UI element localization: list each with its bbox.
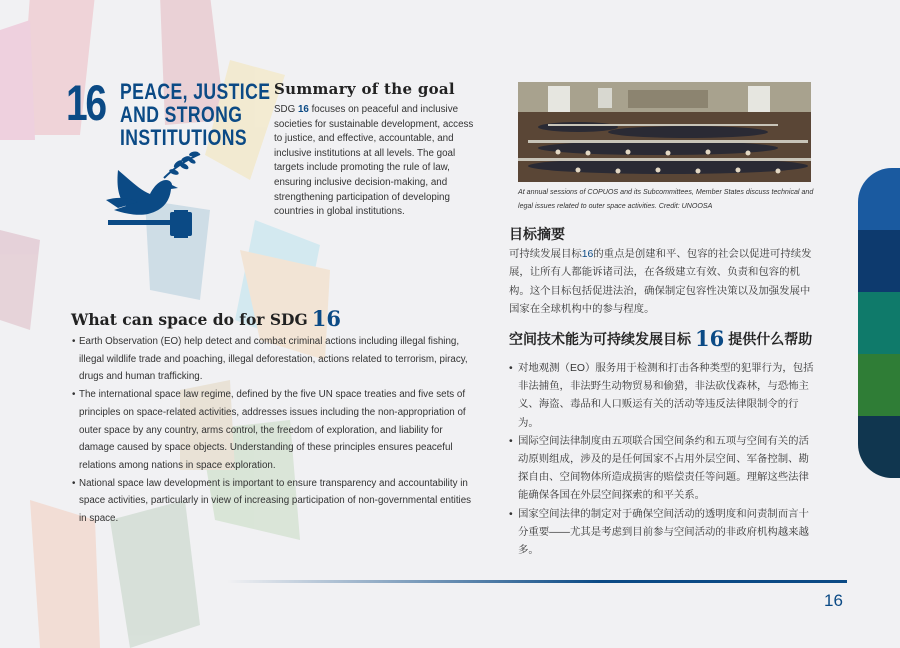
cn-space-list (509, 360, 814, 560)
cn-space-title (509, 326, 812, 351)
dove-gavel-icon (104, 150, 214, 240)
cn-summary-title: 目标摘要 (509, 226, 565, 242)
list-item: • 国家空间法律的制定对于确保空间活动的透明度和问责制而言十分重要——尤其是考虑到目前参与空间活动的非政府机构越来越多。 (509, 506, 814, 561)
cn-summary-goal-number: 16 (581, 249, 594, 260)
cn-space-title-post: 提供什么帮助 (728, 331, 813, 347)
summary-goal-number: 16 (297, 104, 309, 115)
summary-title: Summary of the goal (274, 80, 455, 98)
en-space-title (71, 306, 341, 331)
goal-name-line: AND STRONG (120, 102, 243, 127)
photo-caption: At annual sessions of COPUOS and its Subcommittees, Member States discuss technical and legal issues related to outer space activities. Credit: UNOOSA (518, 188, 814, 210)
goal-name-line: INSTITUTIONS (120, 125, 248, 150)
cn-summary-text: 的重点是创建和平、包容的社会以促进可持续发展，让所有人都能诉诸司法，在各级建立有效、负责和包容的机构。这个目标包括促进法治，确保制定包容性决策以及加强发展中国家在全球机构中的参与程度。 (509, 249, 812, 316)
goal-name-line: PEACE, JUSTICE (120, 79, 271, 104)
goal-number: 16 (66, 75, 105, 131)
conference-photo (518, 82, 811, 182)
list-item: • Earth Observation (EO) help detect and combat criminal actions including illegal fishing, illegal wildlife trade and poaching, illegal deforestation, actions related to terrorism, piracy, drugs and human trafficking. (72, 333, 472, 386)
cn-summary-body (509, 246, 814, 320)
list-item: • The international space law regime, defined by the five UN space treaties and five sets of principles on space-related activities, addresses issues including the non-appropriation of outer space by any country, arms control, the freedom of exploration, and liability for damage caused by space objects. Understanding of these principles ensures peaceful relations among nations in space exploration. (72, 386, 472, 475)
summary-prefix: SDG (274, 104, 298, 115)
list-item: • 国际空间法律制度由五项联合国空间条约和五项与空间有关的活动原则组成，涉及的是任何国家不占用外层空间、军备控制、勘探自由、空间物体所造成损害的赔偿责任等问题。理解这些法律能确保各国在外层空间探索的和平关系。 (509, 433, 814, 506)
page-number: 16 (824, 591, 843, 610)
cn-summary-prefix: 可持续发展目标 (509, 249, 582, 260)
en-space-goal-number: 16 (311, 306, 341, 331)
goal-name (120, 80, 270, 149)
list-item: • 对地观测（EO）服务用于检测和打击各种类型的犯罪行为，包括非法捕鱼，非法野生动物贸易和偷猎，非法砍伐森林，与恐怖主义、海盗、毒品和人口贩运有关的活动等违反法律限制令的行为。 (509, 360, 814, 433)
edge-color-tab (858, 168, 900, 478)
cn-space-goal-number: 16 (695, 326, 725, 351)
summary-text: focuses on peaceful and inclusive societies for sustainable development, access to justice, and effective, accountable, and inclusive institutions at all levels. The goal targets include promoting the rule of law, ensuring inclusive decision-making, and strengthening participation of developing countries in global institutions. (274, 104, 474, 218)
list-item: • National space law development is important to ensure transparency and accountability in space activities, particularly in view of increasing participation of non-governmental entities in space. (72, 475, 472, 528)
summary-body (274, 103, 474, 220)
en-space-title-text: What can space do for SDG (71, 310, 308, 329)
footer-divider (227, 580, 847, 583)
cn-space-title-pre: 空间技术能为可持续发展目标 (509, 331, 691, 347)
en-space-list (72, 333, 472, 528)
